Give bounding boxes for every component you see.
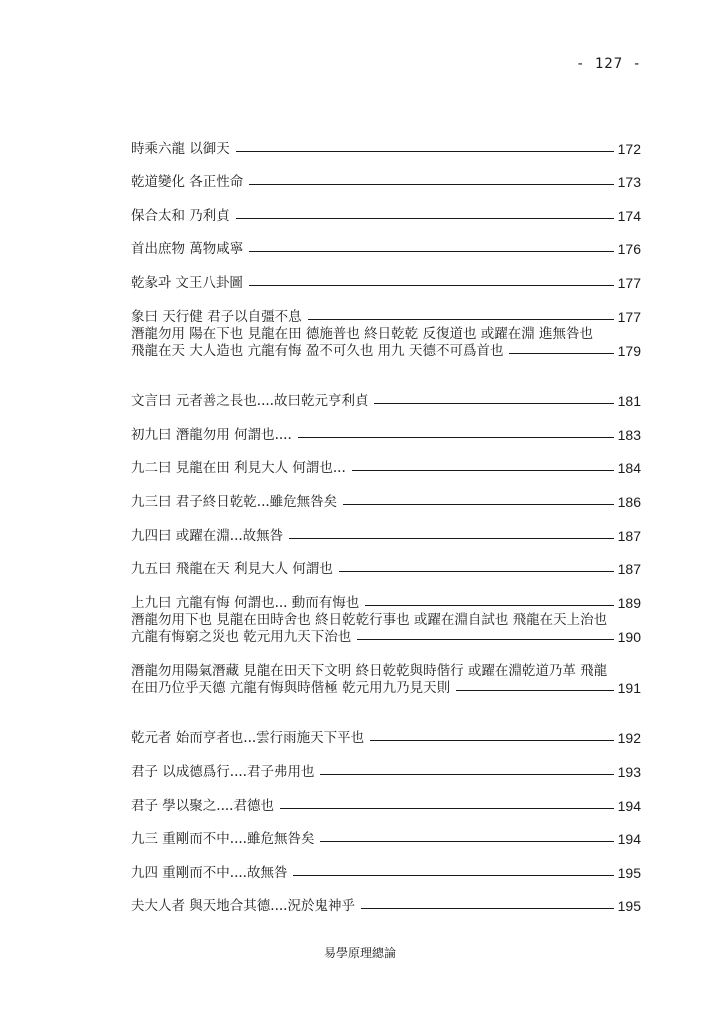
toc-page-number: 177 [617,274,641,291]
page-footer: 易學原理總論 [323,946,396,960]
toc-entry-text: 亢龍有悔窮之災也 乾元用九天下治也 [131,628,352,645]
toc-entry[interactable] [131,191,641,225]
toc-page-number: 190 [617,628,641,645]
toc-entry-text: 九三 重剛而不中....雖危無咎矣 [131,831,315,848]
toc-entry-text: 潛龍勿用下也 見龍在田時舍也 終日乾乾行事也 或躍在淵自試也 飛龍在天上治也 [131,611,608,628]
toc-page-number: 187 [617,527,641,544]
toc-page-number: 172 [617,140,641,157]
toc-leader-line [249,184,613,185]
toc-leader-line [352,470,614,471]
toc-entry-text: 九二曰 見龍在田 利見大人 何謂也... [131,460,346,477]
toc-entry-second-line [131,680,641,697]
toc-leader-line [509,353,613,354]
toc-entry-text: 乾道變化 各正性命 [131,174,244,191]
toc-entry-text: 時乘六龍 以御天 [131,140,230,157]
toc-entry[interactable] [131,410,641,444]
toc-page-number: 194 [617,831,641,848]
toc-page-number: 189 [617,594,641,611]
toc-entry-second-line [131,343,641,360]
toc-entry-text: 象曰 天行健 君子以自彊不息 [131,308,302,325]
toc-leader-line [365,605,613,606]
toc-leader-line [280,808,614,809]
toc-page-number: 193 [617,763,641,780]
toc-leader-line [370,740,613,741]
toc-leader-line [289,538,613,539]
toc-page-number: 195 [617,898,641,915]
toc-entry[interactable] [131,377,641,411]
toc-page-number: 184 [617,460,641,477]
toc-leader-line [339,571,614,572]
toc-entry-text: 九三曰 君子終日乾乾...雖危無咎矣 [131,493,338,510]
toc-entry-multiline[interactable] [131,612,641,663]
toc-entry-text: 保合太和 乃利貞 [131,207,230,224]
toc-entry-text: 九五曰 飛龍在天 利見大人 何謂也 [131,561,333,578]
toc-entry[interactable] [131,258,641,292]
toc-leader-line [361,908,614,909]
toc-entry-text: 潛龍勿用 陽在下也 見龍在田 德施普也 終日乾乾 反復道也 或躍在淵 進無咎也 [131,325,594,342]
toc-page-number: 183 [617,426,641,443]
toc-leader-line [249,285,614,286]
toc-entry-first-line [131,663,641,680]
toc-leader-line [298,437,614,438]
toc-page-number: 187 [617,561,641,578]
toc-entry-text: 君子 以成德爲行....君子弗用也 [131,763,315,780]
toc-page-number: 177 [617,308,641,325]
toc-leader-line [236,218,614,219]
toc-page-number: 179 [617,342,641,359]
toc-page-number: 195 [617,864,641,881]
toc-page-number: 194 [617,797,641,814]
toc-entry-text: 乾彖과 文王八卦圖 [131,274,243,291]
toc-entry[interactable] [131,292,641,326]
toc-page-number: 173 [617,174,641,191]
toc-entry[interactable] [131,815,641,849]
toc-leader-line [320,841,613,842]
toc-entry-second-line [131,629,641,646]
toc-leader-line [320,774,613,775]
toc-entry[interactable] [131,444,641,478]
toc-entry[interactable] [131,848,641,882]
toc-leader-line [236,151,614,152]
toc-leader-line [308,319,614,320]
toc-page-number: 191 [617,679,641,696]
toc-entry[interactable] [131,124,641,158]
toc-entry-text: 在田乃位乎天德 亢龍有悔與時偕極 乾元用九乃見天則 [131,679,451,696]
toc-entry-multiline[interactable] [131,326,641,377]
toc-entry[interactable] [131,781,641,815]
page-number: - 127 - [575,56,642,72]
toc-entry-first-line [131,326,641,343]
toc-page-number: 192 [617,730,641,747]
toc-leader-line [374,403,613,404]
toc-entry[interactable] [131,882,641,916]
toc-entry-text: 初九曰 潛龍勿用 何謂也.... [131,426,292,443]
toc-entry-text: 首出庶物 萬物咸寧 [131,241,244,258]
toc-page-number: 186 [617,493,641,510]
toc-entry-text: 潛龍勿用陽氣潛藏 見龍在田天下文明 終日乾乾與時偕行 或躍在淵乾道乃革 飛龍 [131,662,608,679]
toc-entry[interactable] [131,747,641,781]
toc-entry-text: 飛龍在天 大人造也 亢龍有悔 盈不可久也 用九 天德不可爲首也 [131,342,504,359]
toc-entry[interactable] [131,225,641,259]
toc-leader-line [357,639,613,640]
toc-entry-text: 君子 學以聚之....君德也 [131,797,274,814]
toc-entry[interactable] [131,477,641,511]
toc-entry-first-line [131,612,641,629]
toc-entry-text: 上九曰 亢龍有悔 何謂也... 動而有悔也 [131,594,360,611]
toc-entry-text: 文言曰 元者善之長也....故曰乾元亨利貞 [131,393,369,410]
toc-page-number: 174 [617,207,641,224]
toc-page-number: 181 [617,393,641,410]
toc-leader-line [456,690,614,691]
toc-entry[interactable] [131,545,641,579]
toc-leader-line [249,251,613,252]
toc-leader-line [343,504,613,505]
toc-entry-text: 九四 重剛而不中....故無咎 [131,864,288,881]
toc-entry-text: 夫大人者 與天地合其德....況於鬼神乎 [131,898,355,915]
toc-entry[interactable] [131,511,641,545]
toc-entry[interactable] [131,714,641,748]
toc-entry-text: 乾元者 始而亨者也...雲行雨施天下平也 [131,730,365,747]
toc-entry-multiline[interactable] [131,663,641,714]
toc-entry[interactable] [131,158,641,192]
toc-entry-text: 九四曰 或躍在淵...故無咎 [131,527,284,544]
toc-entry[interactable] [131,578,641,612]
table-of-contents [131,124,641,915]
toc-page-number: 176 [617,241,641,258]
toc-leader-line [293,875,613,876]
